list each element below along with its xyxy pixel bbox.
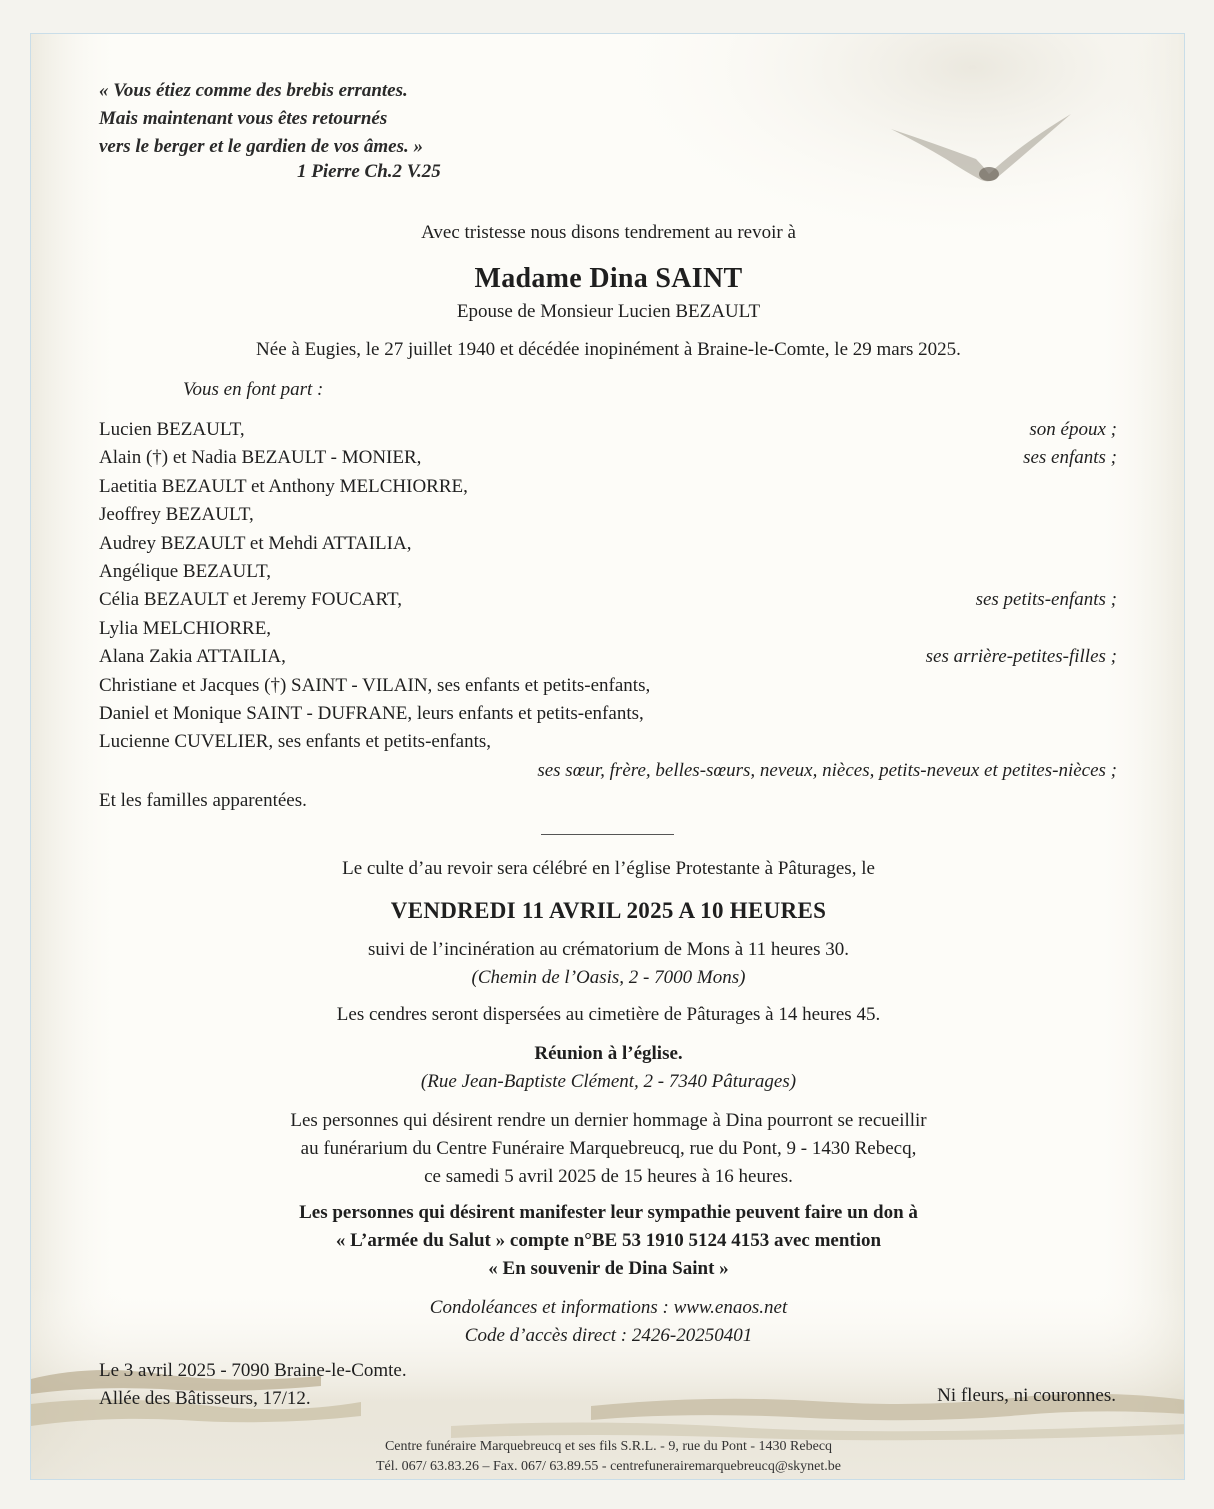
- family-member: Laetitia BEZAULT et Anthony MELCHIORRE,: [99, 475, 468, 497]
- address-line: Allée des Bâtisseurs, 17/12.: [99, 1388, 311, 1409]
- family-relation: ses sœur, frère, belles-sœurs, neveux, nièces, petits-neveux et petites-nièces ;: [537, 759, 1117, 781]
- family-member: Christiane et Jacques (†) SAINT - VILAIN, ses enfants et petits-enfants,: [99, 674, 651, 696]
- birth-death-line: Née à Eugies, le 27 juillet 1940 et décédée inopinément à Braine-le-Comte, le 29 mars 2025.: [256, 339, 961, 360]
- family-row: [99, 416, 1117, 444]
- family-row: [99, 586, 1117, 614]
- family-row: [99, 501, 1117, 529]
- church-address: (Rue Jean-Baptiste Clément, 2 - 7340 Pâturages): [420, 1071, 797, 1092]
- footer-contact: Tél. 067/ 63.83.26 – Fax. 067/ 63.89.55 - centrefunerairemarquebreucq@skynet.be: [375, 1459, 842, 1474]
- quote-reference: 1 Pierre Ch.2 V.25: [297, 161, 441, 182]
- no-flowers-note: Ni fleurs, ni couronnes.: [937, 1385, 1116, 1406]
- funeral-home-footer: [31, 1437, 1185, 1477]
- family-relation: ses enfants ;: [1023, 447, 1117, 469]
- donation-line: « L’armée du Salut » compte n°BE 53 1910 5124 4153 avec mention: [335, 1230, 882, 1251]
- family-member: Lucien BEZAULT,: [99, 419, 245, 440]
- family-member: Jeoffrey BEZAULT,: [99, 504, 254, 526]
- family-relation: son époux ;: [1029, 419, 1117, 440]
- family-member: Célia BEZAULT et Jeremy FOUCART,: [99, 589, 403, 611]
- address-line: Le 3 avril 2025 - 7090 Braine-le-Comte.: [99, 1360, 407, 1381]
- quote-line: « Vous étiez comme des brebis errantes.: [99, 80, 408, 101]
- section-divider: [541, 834, 674, 835]
- family-row: [99, 444, 1117, 472]
- family-row: [99, 473, 1117, 501]
- family-relation: ses petits-enfants ;: [975, 589, 1117, 611]
- donation-line: « En souvenir de Dina Saint »: [488, 1258, 729, 1279]
- family-row: [99, 672, 1117, 700]
- family-member: Audrey BEZAULT et Mehdi ATTAILIA,: [99, 532, 412, 554]
- related-families-line: Et les familles apparentées.: [99, 790, 307, 811]
- family-member: Daniel et Monique SAINT - DUFRANE, leurs enfants et petits-enfants,: [99, 702, 644, 724]
- family-list: [99, 416, 1117, 785]
- family-row: [99, 643, 1117, 671]
- quote-line: Mais maintenant vous êtes retournés: [99, 108, 388, 129]
- incineration-line: suivi de l’incinération au crématorium de Mons à 11 heures 30.: [367, 939, 850, 960]
- ceremony-intro: Le culte d’au revoir sera célébré en l’église Protestante à Pâturages, le: [342, 858, 875, 879]
- ashes-line: Les cendres seront dispersées au cimetière de Pâturages à 14 heures 45.: [336, 1004, 881, 1025]
- family-row: [99, 530, 1117, 558]
- family-row: [99, 558, 1117, 586]
- condolences-link[interactable]: Condoléances et informations : www.enaos.net: [429, 1297, 788, 1318]
- homage-line: au funérarium du Centre Funéraire Marquebreucq, rue du Pont, 9 - 1430 Rebecq,: [300, 1138, 917, 1159]
- deceased-name: Madame Dina SAINT: [474, 263, 743, 294]
- family-row: [99, 615, 1117, 643]
- family-member: Alana Zakia ATTAILIA,: [99, 646, 286, 668]
- donation-line: Les personnes qui désirent manifester leur sympathie peuvent faire un don à: [299, 1202, 918, 1223]
- condolences-info: [31, 1294, 1185, 1350]
- homage-paragraph: [31, 1107, 1185, 1191]
- quote-line: vers le berger et le gardien de vos âmes. »: [99, 136, 423, 157]
- family-row: [99, 728, 1117, 756]
- announcers-label: Vous en font part :: [183, 379, 324, 400]
- footer-line: Centre funéraire Marquebreucq et ses fils S.R.L. - 9, rue du Pont - 1430 Rebecq: [384, 1439, 833, 1454]
- family-member: Lylia MELCHIORRE,: [99, 617, 272, 639]
- reunion-line: Réunion à l’église.: [534, 1043, 683, 1064]
- funeral-notice-page: [30, 33, 1185, 1480]
- crematorium-address: (Chemin de l’Oasis, 2 - 7000 Mons): [471, 967, 746, 988]
- homage-line: Les personnes qui désirent rendre un dernier hommage à Dina pourront se recueillir: [290, 1110, 927, 1131]
- family-member: Alain (†) et Nadia BEZAULT - MONIER,: [99, 447, 422, 469]
- ceremony-date: VENDREDI 11 AVRIL 2025 A 10 HEURES: [390, 898, 827, 923]
- donation-paragraph: [31, 1199, 1185, 1283]
- bible-quote: [99, 77, 423, 161]
- family-row: [99, 757, 1117, 785]
- family-address: [99, 1357, 407, 1413]
- family-member: Angélique BEZAULT,: [99, 560, 272, 582]
- family-relation: ses arrière-petites-filles ;: [925, 646, 1117, 668]
- homage-line: ce samedi 5 avril 2025 de 15 heures à 16 heures.: [424, 1166, 793, 1187]
- family-row: [99, 700, 1117, 728]
- family-member: Lucienne CUVELIER, ses enfants et petits-enfants,: [99, 731, 492, 753]
- access-code: Code d’accès direct : 2426-20250401: [464, 1325, 753, 1346]
- spouse-line: Epouse de Monsieur Lucien BEZAULT: [456, 301, 761, 322]
- intro-text: Avec tristesse nous disons tendrement au revoir à: [421, 222, 796, 243]
